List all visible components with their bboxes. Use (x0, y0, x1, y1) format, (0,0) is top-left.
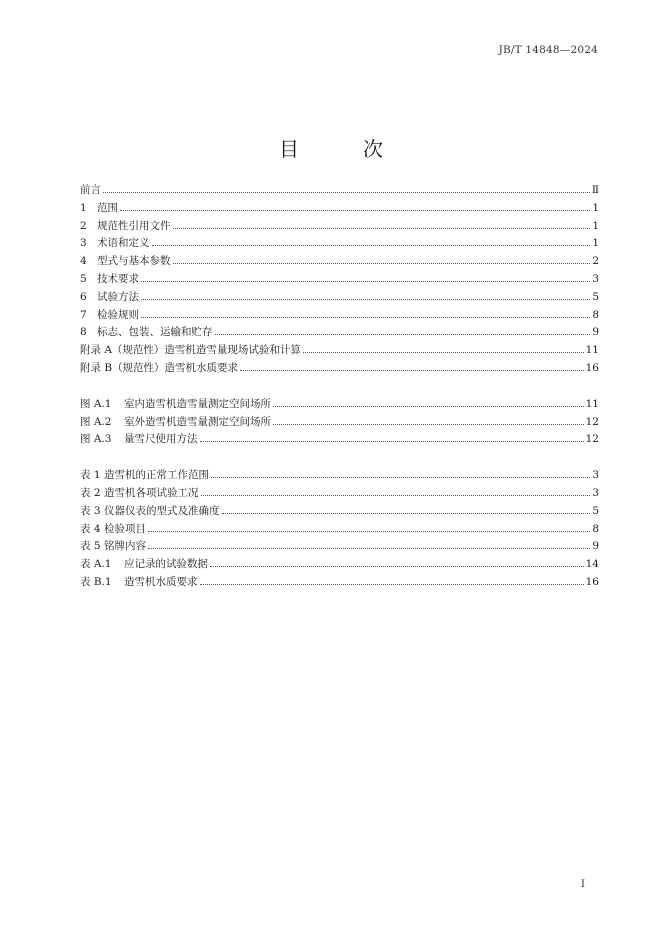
toc-entry-label (80, 431, 198, 449)
toc-entry-label (80, 574, 198, 592)
toc-entry-title: 规范性引用文件 (97, 219, 171, 232)
toc-entry-title: 术语和定义 (97, 237, 150, 250)
toc-entry-page: 3 (592, 272, 599, 285)
toc-dot-leader (201, 494, 591, 496)
toc-dot-leader (141, 280, 590, 282)
toc-dot-leader (148, 547, 590, 549)
toc-dot-leader (210, 565, 584, 567)
toc-entry-title: 范围 (97, 201, 118, 214)
toc-entry[interactable] (80, 324, 599, 342)
toc-entry-title: 室内造雪机造雪量测定空间场所 (124, 397, 271, 410)
toc-entry-number: 3 (80, 237, 87, 250)
toc-dot-leader (141, 316, 590, 318)
toc-entry-label (80, 556, 208, 574)
toc-entry-page: 14 (585, 558, 599, 571)
toc-entry[interactable] (80, 503, 599, 521)
toc-entry[interactable] (80, 467, 599, 485)
toc-entry-label (80, 324, 213, 342)
toc-entry-label (80, 467, 209, 485)
toc-entry-number: 图 A.3 (80, 433, 112, 446)
toc-entry-number: 图 A.2 (80, 415, 112, 428)
toc-entry-title: 试验方法 (97, 290, 139, 303)
toc-entry-number: 6 (80, 290, 87, 303)
toc-entry[interactable] (80, 574, 599, 592)
toc-entry-page: Ⅱ (591, 184, 599, 196)
page-number: I (580, 878, 585, 890)
toc-dot-leader (173, 227, 591, 229)
toc-entry[interactable] (80, 360, 599, 378)
toc-dot-leader (273, 405, 584, 407)
toc-entry-title: 造雪机各项试验工况 (104, 486, 199, 499)
toc-entry[interactable] (80, 235, 599, 253)
toc-entry-page: 9 (592, 326, 599, 339)
toc-entry-title: 应记录的试验数据 (124, 558, 208, 571)
toc-entry-number: 表 1 (80, 469, 101, 482)
toc-entry[interactable] (80, 485, 599, 503)
toc-entry-label (80, 289, 139, 307)
toc-dot-leader (303, 351, 584, 353)
toc-dot-leader (152, 244, 591, 246)
toc-entry-page: 1 (592, 237, 599, 250)
toc-entry-page: 3 (592, 486, 599, 499)
toc-entry-number: 表 B.1 (80, 575, 112, 588)
toc-entry-page: 9 (592, 540, 599, 553)
toc-entry-label (80, 360, 238, 378)
toc-dot-leader (120, 209, 590, 211)
toc-entry-page: 8 (592, 308, 599, 321)
toc-entry[interactable] (80, 218, 599, 236)
toc-entry-title: 量雪尺使用方法 (124, 433, 198, 446)
toc-entry-title: 室外造雪机造雪量测定空间场所 (124, 415, 271, 428)
toc-entry-label (80, 307, 139, 325)
toc-dot-leader (200, 583, 584, 585)
toc-entry[interactable] (80, 396, 599, 414)
toc-entry-number: 表 3 (80, 504, 101, 517)
toc-entry-page: 12 (585, 433, 599, 446)
toc-entry-title: 检验项目 (104, 522, 146, 535)
toc-entry-number: 附录 B (80, 361, 113, 374)
toc-entry-page: 1 (592, 201, 599, 214)
toc-dot-leader (173, 262, 591, 264)
toc-entry[interactable] (80, 271, 599, 289)
toc-entry[interactable] (80, 414, 599, 432)
toc-entry-title: 铭牌内容 (104, 540, 146, 553)
toc-entry[interactable] (80, 182, 599, 200)
toc-dot-leader (273, 423, 584, 425)
toc-dot-leader (200, 440, 584, 442)
toc-entry-title: 造雪机水质要求 (124, 575, 198, 588)
toc-entry-page: 11 (585, 397, 599, 410)
toc-entry[interactable] (80, 253, 599, 271)
toc-entry[interactable] (80, 538, 599, 556)
toc-entry-label (80, 396, 271, 414)
toc-entry[interactable] (80, 431, 599, 449)
toc-entry-title: 标志、包装、运输和贮存 (97, 326, 213, 339)
toc-entry-page: 12 (585, 415, 599, 428)
toc-entry-label (80, 218, 171, 236)
toc-entry-label (80, 521, 146, 539)
toc-entry-title: 造雪机的正常工作范围 (104, 469, 209, 482)
toc-entry-number: 表 2 (80, 486, 101, 499)
toc-entry-number: 表 4 (80, 522, 101, 535)
toc-entry-label (80, 538, 146, 556)
toc-entry[interactable] (80, 342, 599, 360)
toc-entry-page: 11 (585, 344, 599, 357)
toc-entry-number: 2 (80, 219, 87, 232)
toc-group (80, 467, 599, 592)
toc-entry-number: 表 5 (80, 540, 101, 553)
toc-entry-number: 表 A.1 (80, 558, 112, 571)
toc-entry-page: 5 (592, 290, 599, 303)
toc-dot-leader (222, 512, 591, 514)
toc-entry-title: 仪器仪表的型式及准确度 (104, 504, 220, 517)
toc-entry-label (80, 200, 118, 218)
toc-group (80, 396, 599, 449)
toc-entry-title: 检验规则 (97, 308, 139, 321)
toc-dot-leader (141, 298, 590, 300)
toc-entry-label (80, 182, 101, 200)
toc-entry[interactable] (80, 521, 599, 539)
toc-entry-label (80, 342, 301, 360)
toc-entry-page: 3 (592, 469, 599, 482)
toc-dot-leader (240, 369, 584, 371)
toc-entry-page: 16 (585, 575, 599, 588)
toc-entry-page: 1 (592, 219, 599, 232)
toc-entry[interactable] (80, 289, 599, 307)
page-title: 目 次 (279, 137, 405, 162)
toc-entry-page: 2 (592, 255, 599, 268)
toc-entry-label (80, 414, 271, 432)
toc-entry-title: （规范性）造雪机水质要求 (112, 361, 239, 374)
toc-entry-label (80, 235, 150, 253)
toc-dot-leader (211, 476, 590, 478)
toc-entry-title: 前言 (80, 184, 101, 196)
toc-entry-number: 附录 A (80, 344, 112, 357)
toc-group (80, 182, 599, 378)
toc-entry-title: （规范性）造雪机造雪量现场试验和计算 (111, 344, 301, 357)
toc-entry-page: 16 (585, 361, 599, 374)
toc-entry-label (80, 503, 220, 521)
toc-entry-number: 4 (80, 255, 87, 268)
toc-entry-page: 8 (592, 522, 599, 535)
toc-entry-number: 1 (80, 201, 87, 214)
toc-entry[interactable] (80, 556, 599, 574)
toc-entry-label (80, 485, 199, 503)
toc-entry[interactable] (80, 200, 599, 218)
toc-entry-number: 7 (80, 308, 87, 321)
table-of-contents (80, 182, 599, 610)
toc-dot-leader (103, 191, 590, 193)
toc-entry-title: 技术要求 (97, 272, 139, 285)
standard-code: JB/T 14848—2024 (498, 44, 598, 56)
toc-entry-number: 8 (80, 326, 87, 339)
toc-entry-number: 图 A.1 (80, 397, 112, 410)
toc-entry-label (80, 271, 139, 289)
toc-entry-number: 5 (80, 272, 87, 285)
toc-dot-leader (215, 333, 591, 335)
toc-entry-page: 5 (592, 504, 599, 517)
toc-entry[interactable] (80, 307, 599, 325)
toc-dot-leader (148, 530, 590, 532)
toc-entry-label (80, 253, 171, 271)
toc-entry-title: 型式与基本参数 (97, 255, 171, 268)
